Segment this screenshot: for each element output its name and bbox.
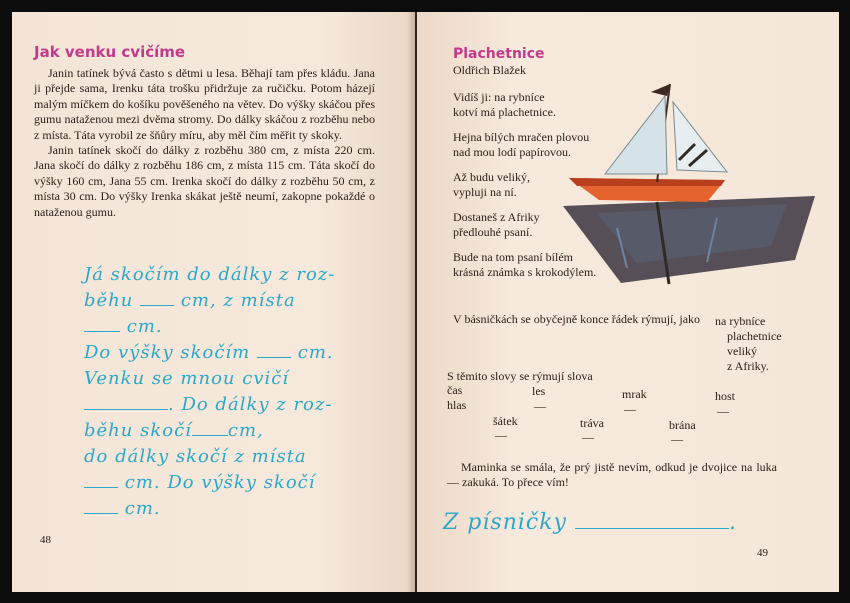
lesson-title: Jak venku cvičíme bbox=[34, 43, 186, 61]
fill-blank[interactable] bbox=[257, 357, 291, 358]
hand-text: cm. bbox=[297, 342, 334, 363]
rhyme-examples bbox=[715, 314, 835, 374]
poem-line: krásná známka s krokodýlem. bbox=[453, 265, 597, 279]
hand-text: Z písničky bbox=[443, 510, 567, 535]
poem-author: Oldřich Blažek bbox=[453, 63, 526, 77]
hand-line-8: do dálky skočí z místa bbox=[84, 446, 307, 467]
hand-line-3 bbox=[84, 314, 335, 340]
hand-text: cm. bbox=[126, 316, 163, 337]
fill-blank[interactable] bbox=[84, 409, 168, 410]
rhyme-example: plachetnice bbox=[727, 329, 782, 343]
hand-line-7 bbox=[84, 418, 335, 444]
right-page bbox=[417, 12, 839, 592]
answer-blank[interactable]: — bbox=[582, 430, 594, 444]
hand-text: cm. bbox=[124, 498, 161, 519]
hand-text: . Do dálky z roz- bbox=[168, 394, 333, 415]
fill-blank[interactable] bbox=[84, 513, 118, 514]
word-cas: čas bbox=[447, 383, 463, 397]
hand-text: cm, bbox=[227, 420, 264, 441]
fill-blank[interactable] bbox=[84, 331, 120, 332]
fill-blank[interactable] bbox=[140, 305, 174, 306]
rhyme-example: na rybníce bbox=[715, 314, 766, 328]
lesson-text bbox=[34, 66, 375, 220]
poem-line: vypluji na ní. bbox=[453, 185, 517, 199]
answer-blank[interactable]: — bbox=[717, 404, 729, 418]
closing-text bbox=[447, 460, 777, 491]
handwriting-exercise bbox=[84, 262, 335, 522]
rhyme-task: S těmito slovy se rýmují slova bbox=[447, 369, 593, 383]
hand-line-2 bbox=[84, 288, 335, 314]
word-trava: tráva bbox=[580, 416, 604, 430]
hand-text: cm, z místa bbox=[180, 290, 296, 311]
answer-blank[interactable]: — bbox=[495, 428, 507, 442]
answer-blank[interactable]: — bbox=[534, 399, 546, 413]
hand-line-1: Já skočím do dálky z roz- bbox=[84, 264, 336, 285]
hand-line-6 bbox=[84, 392, 335, 418]
hand-line-9 bbox=[84, 470, 335, 496]
poem-line: Dostaneš z Afriky bbox=[453, 210, 540, 224]
answer-blank[interactable]: — bbox=[624, 402, 636, 416]
poem-line: Bude na tom psaní bílém bbox=[453, 250, 573, 264]
rhyme-example: veliký bbox=[727, 344, 757, 358]
word-host: host bbox=[715, 389, 736, 403]
word-brana: brána bbox=[669, 418, 696, 432]
hand-text: běhu bbox=[84, 290, 134, 311]
hand-text: Do výšky skočím bbox=[84, 342, 251, 363]
hand-line-4 bbox=[84, 340, 335, 366]
word-les: les bbox=[532, 384, 546, 398]
page-number-right: 49 bbox=[757, 547, 768, 559]
fill-blank[interactable] bbox=[575, 528, 729, 529]
word-hlas: hlas bbox=[447, 398, 467, 412]
poem-line: Vidíš ji: na rybníce bbox=[453, 90, 545, 104]
sailboat-illustration bbox=[557, 78, 819, 290]
poem-line: Až budu veliký, bbox=[453, 170, 530, 184]
closing-paragraph: Maminka se smála, že prý jistě nevím, odkud je dvojice na luka — zakuká. To přece vím! bbox=[447, 460, 777, 490]
poem-line: kotví má plachetnice. bbox=[453, 105, 556, 119]
hand-line-10 bbox=[84, 496, 335, 522]
rhyme-example: z Afriky. bbox=[727, 359, 769, 373]
word-satek: šátek bbox=[493, 414, 518, 428]
lesson-paragraph-1: Janin tatínek bývá často s dětmi u lesa. Běhají tam přes kládu. Jana ji přejde sama, Irenku táta trošku přidržuje za ručičku. Potom házejí malým míčkem do košíku pověšeného na větev. Do výšky skáčou přes gumu nataženou mezi dvěma stromy. Do dálky skáčou z rozběhu nebo z místa. Táta vyrobil ze šňůry míru, aby měl čím měřit ty skoky. bbox=[34, 66, 375, 142]
fill-blank[interactable] bbox=[84, 487, 118, 488]
hand-final: Z písničky . bbox=[443, 510, 737, 535]
poem-line: předlouhé psaní. bbox=[453, 225, 533, 239]
page-number-left: 48 bbox=[40, 534, 51, 546]
answer-blank[interactable]: — bbox=[671, 432, 683, 446]
hand-line-5: Venku se mnou cvičí bbox=[84, 368, 290, 389]
hand-text: běhu skočí bbox=[84, 420, 192, 441]
hand-text: cm. Do výšky skočí bbox=[124, 472, 316, 493]
fill-blank[interactable] bbox=[192, 435, 228, 436]
left-page bbox=[12, 12, 415, 592]
poem-line: Hejna bílých mračen plovou bbox=[453, 130, 590, 144]
word-mrak: mrak bbox=[622, 387, 647, 401]
poem-line: nad mou lodí papírovou. bbox=[453, 145, 571, 159]
lesson-paragraph-2: Janin tatínek skočí do dálky z rozběhu 380 cm, z místa 220 cm. Jana skočí do dálky z rozběhu 186 cm, z místa 115 cm. Táta skočí do výšky 160 cm, Jana 55 cm. Irenka skočí do dálky z rozběhu 50 cm, z místa 30 cm. Do výšky Irenka skákat ještě neumí, zakopne pokaždé o nataženou gumu. bbox=[34, 143, 375, 219]
rhyme-intro: V básničkách se obyčejně konce řádek rýmují, jako bbox=[453, 312, 701, 326]
poem-title: Plachetnice bbox=[453, 46, 545, 62]
